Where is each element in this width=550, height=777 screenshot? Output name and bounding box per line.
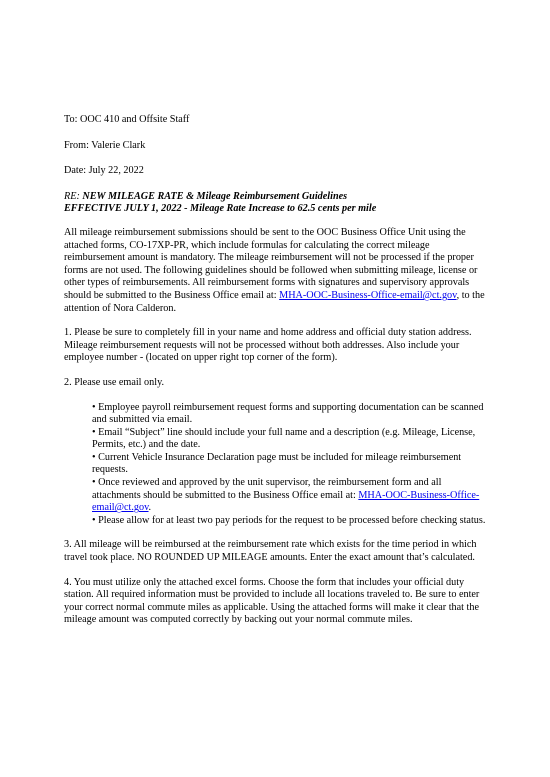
list-item: • Please allow for at least two pay periods for the request to be processed before checking status. [92,514,486,526]
memo-to: To: OOC 410 and Offsite Staff [64,114,190,125]
email-guidelines-list [64,402,486,528]
list-item [92,477,486,515]
item-2: 2. Please use email only. [64,376,165,388]
list-item-suffix: . [148,502,152,514]
list-item: • Current Vehicle Insurance Declaration page must be included for mileage reimbursement requests. [92,451,462,476]
list-item: • Email “Subject” line should include your full name and a description (e.g. Mileage, License, Permits, etc.) and the date. [92,426,476,451]
intro-paragraph [64,227,486,315]
intro-text: All mileage reimbursement submissions should be sent to the OOC Business Office Unit using the attached forms, CO-17XP-PR, which include formulas for calculating the correct mileage reimbursement amount is mandatory. The mileage reimbursement will not be processed if the proper forms are not used. The following guidelines should be followed when submitting mileage, license or other types of reimbursements. All reimbursement forms with signatures and supervisory approvals should be submitted to the Business Office email at: [64,226,478,301]
memo-subject-line [64,191,486,204]
item-3: 3. All mileage will be reimbursed at the reimbursement rate which exists for the time period in which travel took place. NO ROUNDED UP MILEAGE amounts. Enter the exact amount that’s calculated. [64,539,477,564]
list-item: • Employee payroll reimbursement request forms and supporting documentation can be scanned and submitted via email. [92,401,484,426]
memo-subject [64,191,486,216]
list-item-text: • Once reviewed and approved by the unit supervisor, the reimbursement form and all attachments should be submitted to the Business Office email at: [92,477,442,501]
business-office-email-link[interactable]: MHA-OOC-Business-Office-email@ct.gov [279,289,457,301]
memo-from: From: Valerie Clark [64,139,146,151]
re-prefix: RE: [64,190,83,202]
memo-effective-line: EFFECTIVE JULY 1, 2022 - Mileage Rate Increase to 62.5 cents per mile [64,203,377,215]
item-1: 1. Please be sure to completely fill in your name and home address and official duty station address. Mileage reimbursement requests will not be processed without both addresses. Also include your employee number - (located on upper right top corner of the form). [64,327,472,364]
item-4: 4. You must utilize only the attached excel forms. Choose the form that includes your official duty station. All required information must be provided to include all locations traveled to. Be sure to enter your correct normal commute miles as applicable. Using the attached forms will make it clear that the mileage amount was computed correctly by backing out your normal commute miles. [64,576,480,626]
intro-suffix: , to the attention of Nora Calderon. [64,289,485,314]
memo-date: Date: July 22, 2022 [64,165,144,177]
re-subject: NEW MILEAGE RATE & Mileage Reimbursement Guidelines [82,190,348,202]
business-office-email-link-2[interactable]: MHA-OOC-Business-Office-email@ct.gov [92,489,480,514]
